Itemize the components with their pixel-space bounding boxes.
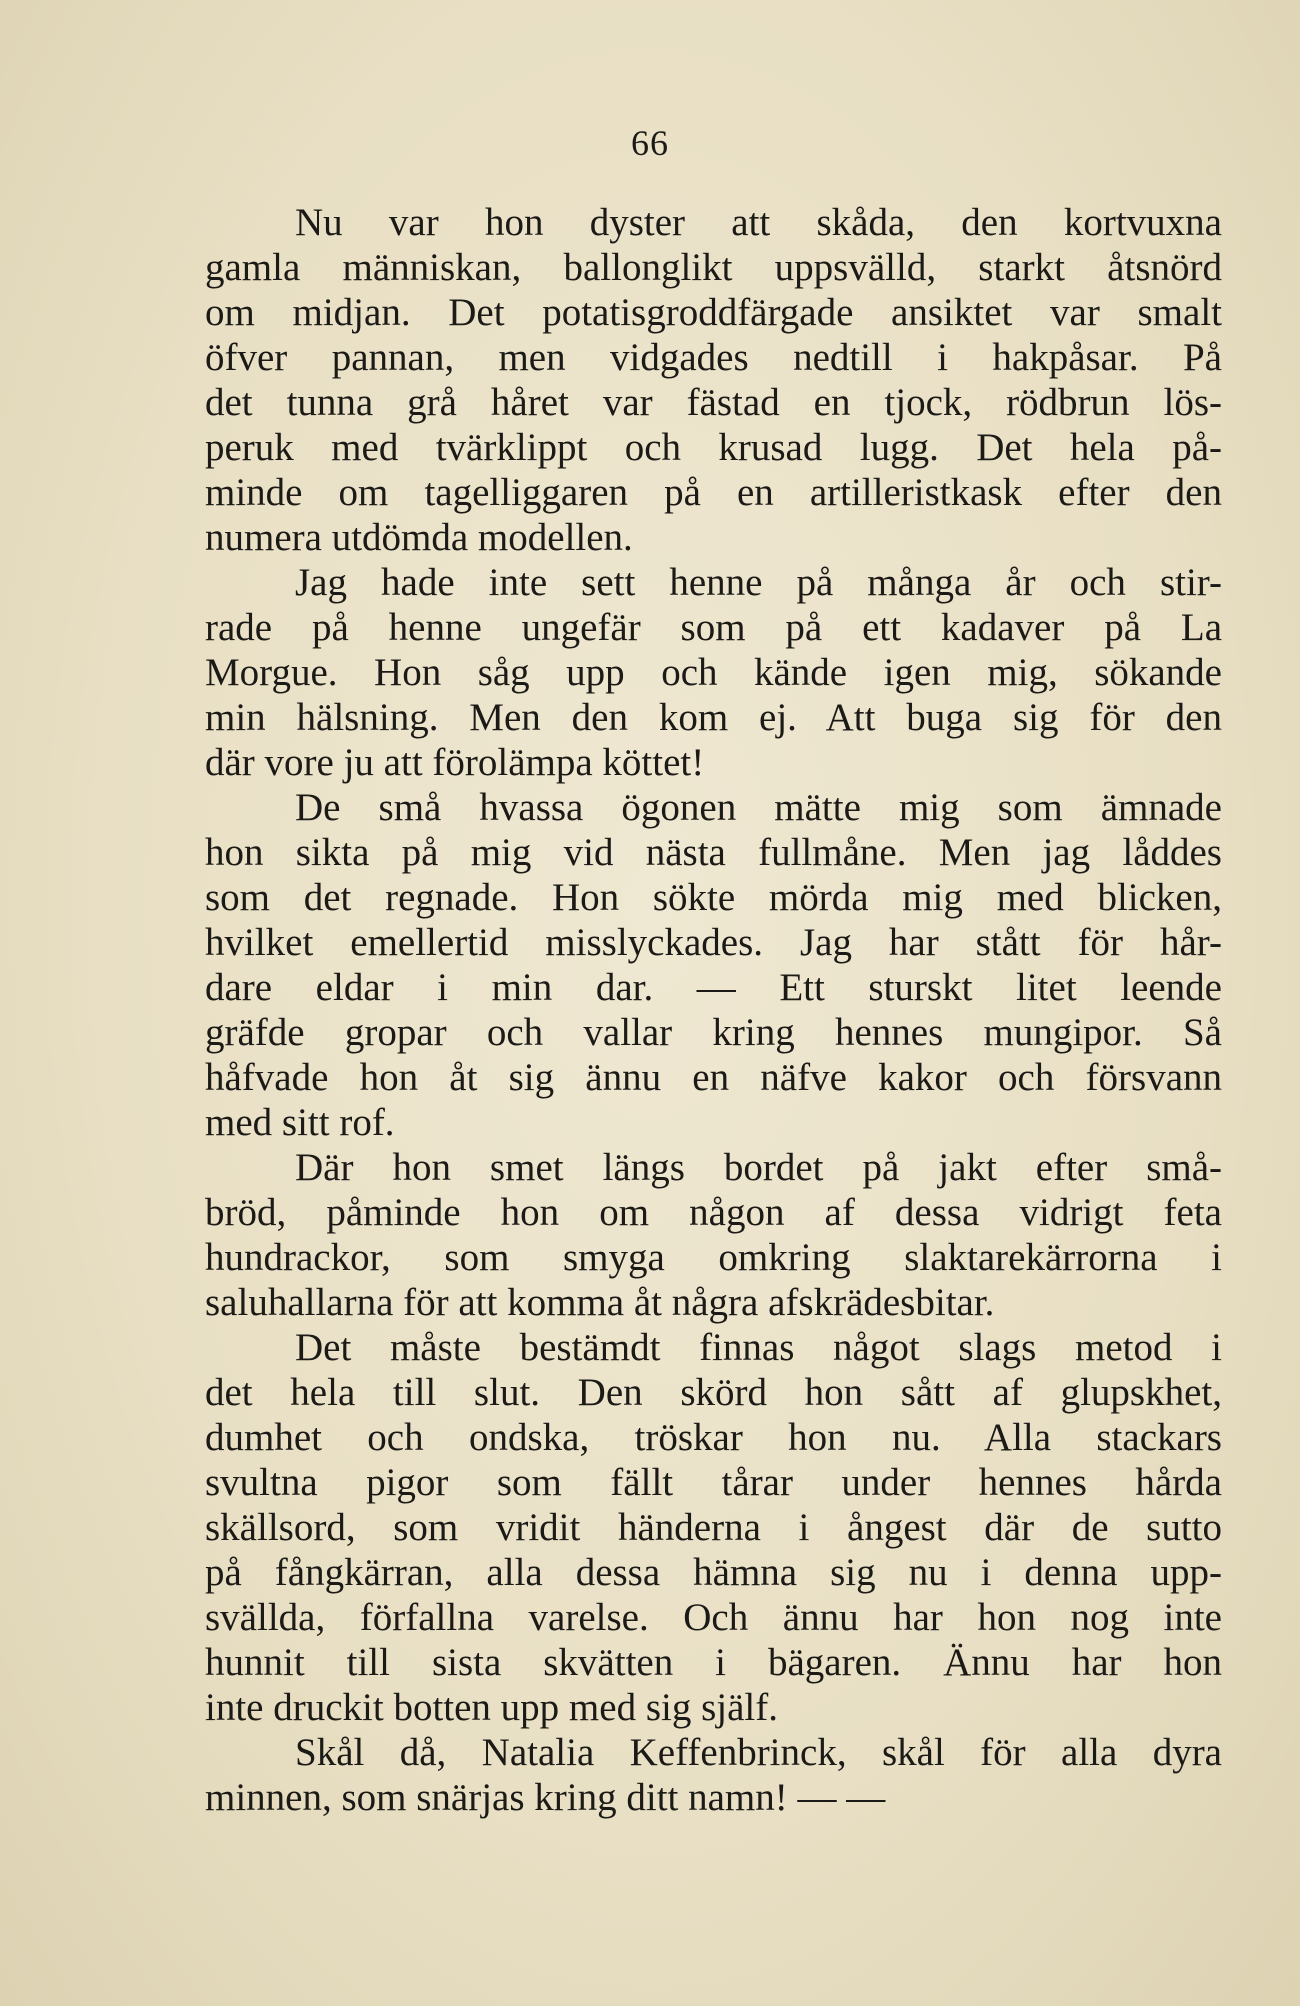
text-line: som det regnade. Hon sökte mörda mig med blicken, <box>205 876 1222 919</box>
body-text <box>205 200 1222 1820</box>
page-number: 66 <box>631 123 669 163</box>
text-line: hunnit till sista skvätten i bägaren. Ännu har hon <box>205 1641 1222 1684</box>
text-line: peruk med tvärklippt och krusad lugg. Det hela på- <box>205 426 1222 469</box>
text-line: gräfde gropar och vallar kring hennes mungipor. Så <box>205 1011 1222 1054</box>
text-line: håfvade hon åt sig ännu en näfve kakor och försvann <box>205 1056 1222 1099</box>
text-line: minnen, som snärjas kring ditt namn! — — <box>205 1776 886 1819</box>
text-line: där vore ju att förolämpa köttet! <box>205 741 705 784</box>
text-line: De små hvassa ögonen mätte mig som ämnade <box>295 786 1222 829</box>
text-line: hvilket emellertid misslyckades. Jag har stått för hår- <box>205 921 1222 964</box>
text-line: minde om tagelliggaren på en artilleristkask efter den <box>205 471 1222 514</box>
text-line: rade på henne ungefär som på ett kadaver på La <box>205 606 1222 649</box>
text-line: Nu var hon dyster att skåda, den kortvuxna <box>295 201 1222 244</box>
text-line: med sitt rof. <box>205 1101 395 1144</box>
text-line: saluhallarna för att komma åt några afskrädesbitar. <box>205 1281 995 1324</box>
text-line: dumhet och ondska, tröskar hon nu. Alla stackars <box>205 1416 1222 1459</box>
text-line: numera utdömda modellen. <box>205 516 633 559</box>
text-line: svultna pigor som fällt tårar under hennes hårda <box>205 1461 1222 1504</box>
text-line: Morgue. Hon såg upp och kände igen mig, sökande <box>205 651 1222 694</box>
text-line: bröd, påminde hon om någon af dessa vidrigt feta <box>205 1191 1222 1234</box>
text-line: Skål då, Natalia Keffenbrinck, skål för alla dyra <box>295 1731 1222 1774</box>
text-line: gamla människan, ballonglikt uppsvälld, starkt åtsnörd <box>205 246 1222 289</box>
text-line: Det måste bestämdt finnas något slags metod i <box>295 1326 1222 1369</box>
text-line: öfver pannan, men vidgades nedtill i hakpåsar. På <box>205 336 1222 379</box>
text-line: skällsord, som vridit händerna i ångest där de sutto <box>205 1506 1222 1549</box>
text-line: svällda, förfallna varelse. Och ännu har hon nog inte <box>205 1596 1222 1639</box>
text-line: det tunna grå håret var fästad en tjock, rödbrun lös- <box>205 381 1222 424</box>
text-line: dare eldar i min dar. — Ett sturskt litet leende <box>205 966 1222 1009</box>
text-line: min hälsning. Men den kom ej. Att buga sig för den <box>205 696 1222 739</box>
text-line: på fångkärran, alla dessa hämna sig nu i denna upp- <box>205 1551 1222 1594</box>
text-line: det hela till slut. Den skörd hon sått af glupskhet, <box>205 1371 1222 1414</box>
text-line: Där hon smet längs bordet på jakt efter små- <box>295 1146 1222 1189</box>
text-line: inte druckit botten upp med sig själf. <box>205 1686 778 1729</box>
text-line: hon sikta på mig vid nästa fullmåne. Men jag låddes <box>205 831 1222 874</box>
text-line: hundrackor, som smyga omkring slaktarekärrorna i <box>205 1236 1222 1279</box>
text-line: Jag hade inte sett henne på många år och stir- <box>295 561 1222 604</box>
text-line: om midjan. Det potatisgroddfärgade ansiktet var smalt <box>205 291 1222 334</box>
